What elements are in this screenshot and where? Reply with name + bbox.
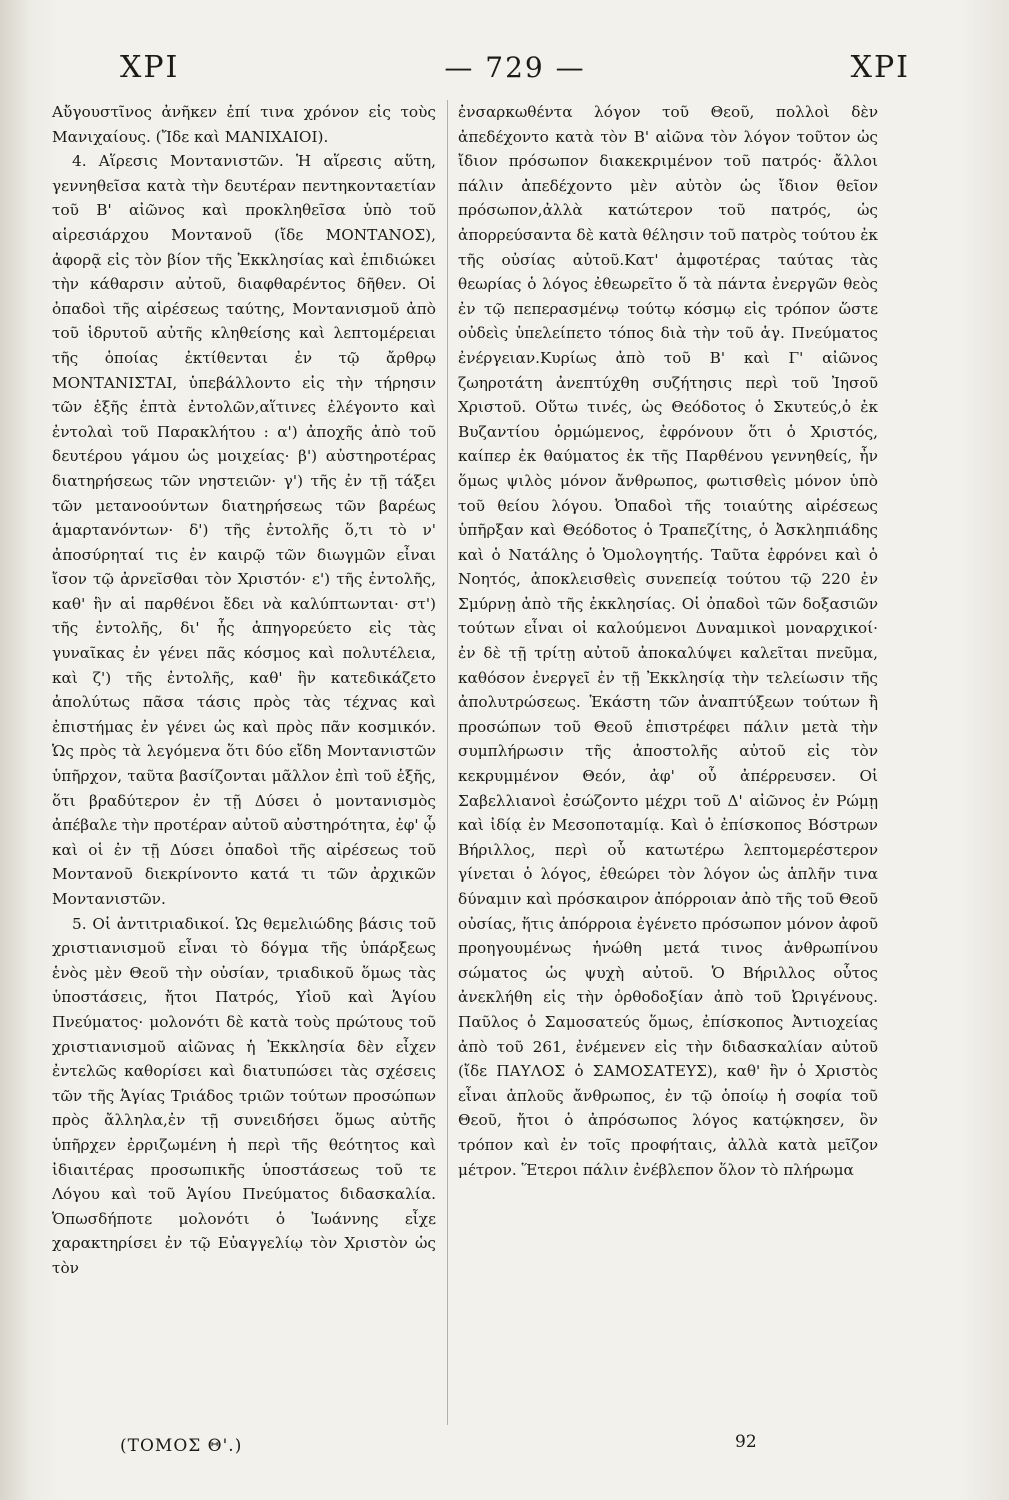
column-divider <box>447 100 448 1425</box>
right-column <box>458 100 878 1182</box>
running-header <box>120 42 910 92</box>
page-number: — 729 — <box>444 50 586 84</box>
paragraph: 5. Οἱ ἀντιτριαδικοί. Ὡς θεμελιώδης βάσις τοῦ χριστιανισμοῦ εἶναι τὸ δόγμα τῆς ὑπάρξεως ἑνὸς μὲν Θεοῦ τὴν οὐσίαν, τριαδικοῦ ὅμως τὰς ὑποστάσεις, ἤτοι Πατρός, Υἱοῦ καὶ Ἁγίου Πνεύματος· μολονότι δὲ κατὰ τοὺς πρώτους τοῦ χριστιανισμοῦ αἰῶνας ἡ Ἐκκλησία δὲν εἶχεν ἐντελῶς καθορίσει καὶ διατυπώσει τὰς σχέσεις τῶν τῆς Ἁγίας Τριάδος τριῶν τούτων προσώπων πρὸς ἄλληλα,ἐν τῇ συνειδήσει ὅμως αὐτῆς ὑπῆρχεν ἐρριζωμένη ἡ περὶ τῆς θεότητος καὶ ἰδιαιτέρας προσωπικῆς ὑποστάσεως τοῦ τε Λόγου καὶ τοῦ Ἁγίου Πνεύματος διδασκαλία. Ὁπωσδήποτε μολονότι ὁ Ἰωάννης εἶχε χαρακτηρίσει ἐν τῷ Εὐαγγελίῳ τὸν Χριστὸν ὡς τὸν <box>52 914 436 1277</box>
paragraph: Αὔγουστῖνος ἀνῆκεν ἐπί τινα χρόνον εἰς τοὺς Μανιχαίους. (Ἴδε καὶ ΜΑΝΙΧΑΙΟΙ). <box>52 103 436 146</box>
left-column <box>52 100 436 1281</box>
volume-label: (ΤΟΜΟΣ Θ'.) <box>120 1436 243 1456</box>
header-left: ΧΡΙ <box>120 49 180 85</box>
signature-number: 92 <box>735 1432 757 1452</box>
paragraph: ἐνσαρκωθέντα λόγον τοῦ Θεοῦ, πολλοὶ δὲν ἀπεδέχοντο κατὰ τὸν Β' αἰῶνα τὸν λόγον τοῦτον ὡς ἴδιον πρόσωπον διακεκριμένον τοῦ πατρός· ἄλλοι πάλιν ἀπεδέχοντο μὲν αὐτὸν ὡς ἴδιον θεῖον πρόσωπον,ἀλλὰ κατώτερον τοῦ πατρός, ὡς ἀπορρεύσαντα δὲ κατὰ θέλησιν τοῦ πατρὸς τούτου ἐκ τῆς οὐσίας αὐτοῦ.Κατ' ἀμφοτέρας ταύτας τὰς θεωρίας ὁ λόγος ἐθεωρεῖτο ὅ τὰ πάντα ἐνεργῶν θεὸς ἐν τῷ πεπερασμένῳ τούτῳ κόσμῳ εἰς τρόπον ὥστε οὐδεὶς ὑπελείπετο τόπος διὰ τὴν τοῦ ἁγ. Πνεύματος ἐνέργειαν.Κυρίως ἀπὸ τοῦ Β' καὶ Γ' αἰῶνος ζωηροτάτη ἀνεπτύχθη συζήτησις περὶ τοῦ Ἰησοῦ Χριστοῦ. Οὕτω τινές, ὡς Θεόδοτος ὁ Σκυτεύς,ὁ ἐκ Βυζαντίου ὁρμώμενος, ἐφρόνουν ὅτι ὁ Χριστός, καίπερ ἐκ θαύματος ἐκ τῆς Παρθένου γεννηθείς, ἦν ὅμως ψιλὸς μόνον ἄνθρωπος, φωτισθεὶς μόνον ὑπὸ τοῦ θείου λόγου. Ὀπαδοὶ τῆς τοιαύτης αἱρέσεως ὑπῆρξαν καὶ Θεόδοτος ὁ Τραπεζίτης, ὁ Ἀσκληπιάδης καὶ ὁ Νατάλης ὁ Ὁμολογητής. Ταῦτα ἐφρόνει καὶ ὁ Νοητός, ἀποκλεισθεὶς συνεπείᾳ τούτου τῷ 220 ἐν Σμύρνῃ ἀπὸ τῆς ἐκκλησίας. Οἱ ὀπαδοὶ τῶν δοξασιῶν τούτων εἶναι οἱ καλούμενοι Δυναμικοὶ μοναρχικοί· ἐν δὲ τῇ τρίτῃ αὐτοῦ ἀποκαλύψει καλεῖται πνεῦμα, καθόσον ἐνεργεῖ ἐν τῇ Ἐκκλησίᾳ τὴν τελείωσιν τῆς ἀπολυτρώσεως. Ἑκάστη τῶν ἀναπτύξεων τούτων ἢ προσώπων τοῦ Θεοῦ ἐπιστρέφει πάλιν μετὰ τὴν συμπλήρωσιν τῆς ἀποστολῆς αὐτοῦ εἰς τὸν κεκρυμμένον Θεόν, ἀφ' οὗ ἀπέρρευσεν. Οἱ Σαβελλιανοὶ ἐσώζοντο μέχρι τοῦ Δ' αἰῶνος ἐν Ρώμῃ καὶ ἰδίᾳ ἐν Μεσοποταμίᾳ. Καὶ ὁ ἐπίσκοπος Βόστρων Βήριλλος, περὶ οὗ κατωτέρω λεπτομερέστερον γίνεται ὁ λόγος, ἐθεώρει τὸν λόγον ὡς ἁπλῆν τινα δύναμιν καὶ πρόσκαιρον ἀπόρροιαν ἀπὸ τῆς τοῦ Θεοῦ οὐσίας, ἥτις ἀπόρροια ἐγένετο πρόσωπον μόνον ἀφοῦ προηγουμένως ἡνώθη μετά τινος ἀνθρωπίνου σώματος ὡς ψυχὴ αὐτοῦ. Ὁ Βήριλλος οὗτος ἀνεκλήθη εἰς τὴν ὀρθοδοξίαν ἀπὸ τοῦ Ὠριγένους. Παῦλος ὁ Σαμοσατεύς ὅμως, ἐπίσκοπος Ἀντιοχείας ἀπὸ τοῦ 261, ἐνέμενεν εἰς τὴν διδασκαλίαν αὐτοῦ (ἴδε ΠΑΥΛΟΣ ὁ ΣΑΜΟΣΑΤΕΥΣ), καθ' ἣν ὁ Χριστὸς εἶναι ἁπλοῦς ἄνθρωπος, ἐν τῷ ὁποίῳ ἡ σοφία τοῦ Θεοῦ, ἤτοι ὁ ἀπρόσωπος λόγος κατῴκησεν, ὃν τρόπον καὶ ἐν τοῖς προφήταις, ἀλλὰ κατὰ μεῖζον μέτρον. Ἕτεροι πάλιν ἐνέβλεπον ὅλον τὸ πλήρωμα <box>458 103 878 1179</box>
header-right: ΧΡΙ <box>850 49 910 85</box>
paragraph: 4. Αἵρεσις Μοντανιστῶν. Ἡ αἵρεσις αὕτη, γεννηθεῖσα κατὰ τὴν δευτέραν πεντηκονταετίαν τοῦ Β' αἰῶνος καὶ προκληθεῖσα ὑπὸ τοῦ αἱρεσιάρχου Μοντανοῦ (ἴδε ΜΟΝΤΑΝΟΣ), ἀφορᾷ εἰς τὸν βίον τῆς Ἐκκλησίας καὶ ἐπιδιώκει τὴν κάθαρσιν αὐτοῦ, διαφθαρέντος δῆθεν. Οἱ ὀπαδοὶ τῆς αἱρέσεως ταύτης, Μοντανισμοῦ ἀπὸ τοῦ ἱδρυτοῦ αὐτῆς κληθείσης καὶ λεπτομέρειαι τῆς ὁποίας ἐκτίθενται ἐν τῷ ἄρθρῳ ΜΟΝΤΑΝΙΣΤΑΙ, ὑπεβάλλοντο εἰς τὴν τήρησιν τῶν ἑξῆς ἑπτὰ ἐντολῶν,αἵτινες ἐλέγοντο καὶ ἐντολαὶ τοῦ Παρακλήτου : α') ἀποχῆς ἀπὸ τοῦ δευτέρου γάμου ὡς μοιχείας· β') αὐστηροτέρας διατηρήσεως τῶν νηστειῶν· γ') τῆς ἐν τῇ τάξει τῶν μετανοούντων διατηρήσεως τῶν βαρέως ἁμαρτανόντων· δ') τῆς ἐντολῆς ὅ,τι τὸ ν' ἀποσύρηταί τις ἐν καιρῷ τῶν διωγμῶν εἶναι ἴσον τῷ ἀρνεῖσθαι τὸν Χριστόν· ε') τῆς ἐντολῆς, καθ' ἣν αἱ παρθένοι ἔδει νὰ καλύπτωνται· στ') τῆς ἐντολῆς, δι' ἧς ἀπηγορεύετο εἰς τὰς γυναῖκας ἐν γένει πᾶς κόσμος καὶ πολυτέλεια, καὶ ζ') τῆς ἐντολῆς, καθ' ἣν κατεδικάζετο ἀπολύτως πᾶσα τάσις πρὸς τὰς τέχνας καὶ ἐπιστήμας ἐν γένει ὡς καὶ πρὸς πᾶν κοσμικόν. Ὡς πρὸς τὰ λεγόμενα ὅτι δύο εἴδη Μοντανιστῶν ὑπῆρχον, ταῦτα βασίζονται μᾶλλον ἐπὶ τοῦ ἑξῆς, ὅτι βραδύτερον ἐν τῇ Δύσει ὁ μοντανισμὸς ἀπέβαλε τὴν προτέραν αὐτοῦ αὐστηρότητα, ἐφ' ᾧ καὶ οἱ ἐν τῇ Δύσει ὀπαδοὶ τῆς αἱρέσεως τοῦ Μοντανοῦ διεκρίνοντο κατά τι τῶν ἀρχικῶν Μοντανιστῶν. <box>52 152 436 908</box>
